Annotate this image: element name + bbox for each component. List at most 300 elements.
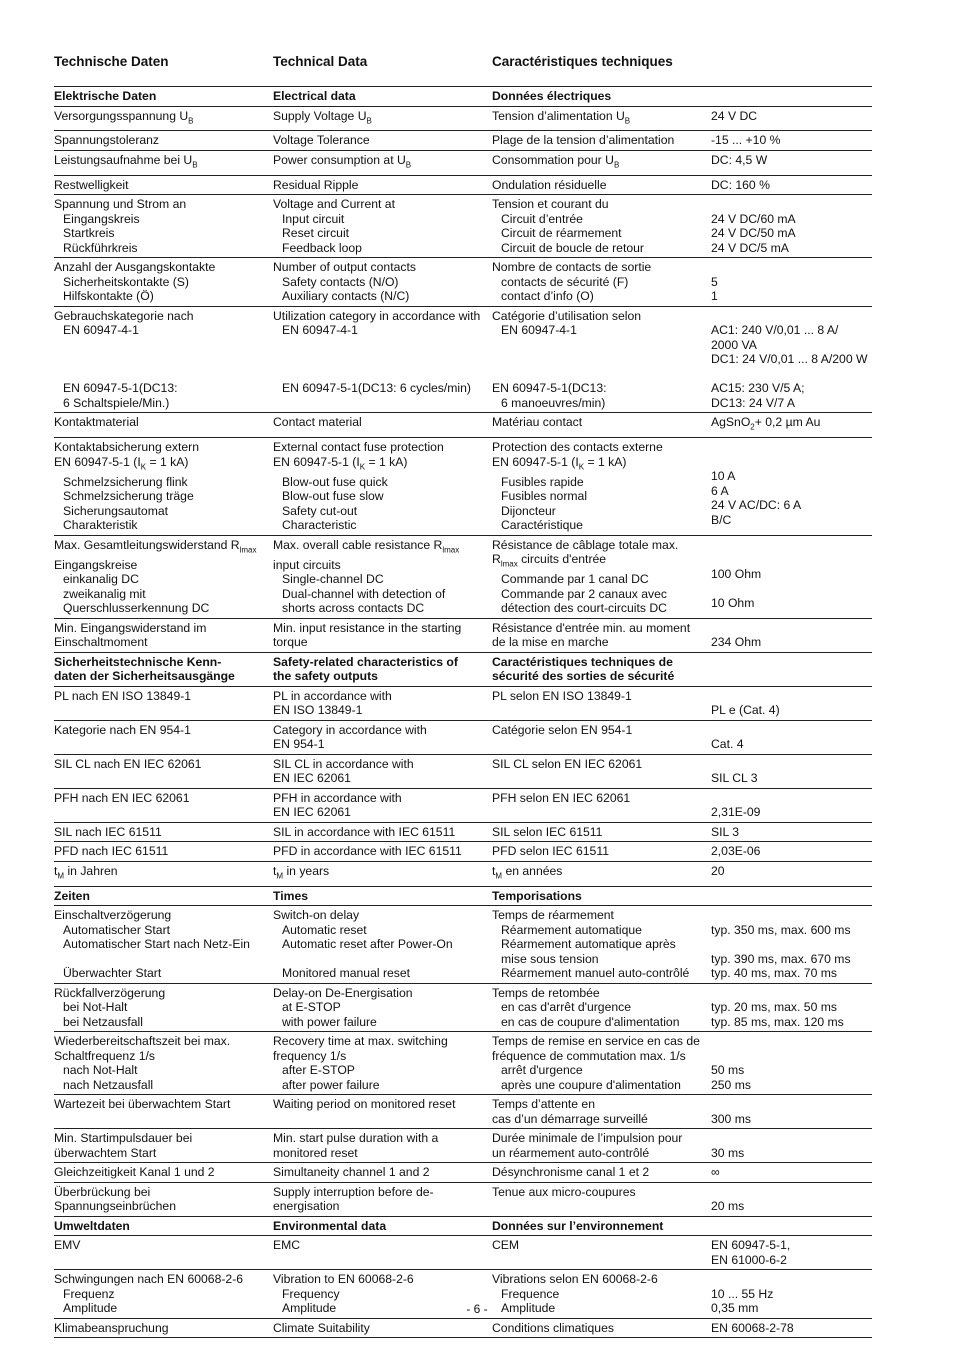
cell-line: überwachtem Start [54,1145,157,1160]
cell-line [711,260,872,275]
cell-line: Max. overall cable resistance $R_{lmax}$ [273,537,460,555]
cell-line: EMV [54,1238,81,1253]
cell-line: sécurité des sorties de sécurité [492,669,675,684]
cell-line: 20 ms [711,1199,745,1214]
cell-line: B/C [711,512,732,527]
cell-english [273,175,492,195]
cell-line: Tension d’alimentation $U_B$ [492,108,631,125]
cell-french [492,754,711,788]
cell-line [711,1272,872,1287]
cell-line: DC: 160 % [711,177,770,192]
cell-french [492,1216,711,1236]
cell-line: Amplitude [282,1301,337,1316]
cell-line: 10 Ohm [711,595,755,610]
cell-line: input circuits [273,557,341,572]
cell-english [273,106,492,131]
cell-line: en cas d'arrêt d'urgence [501,1000,631,1015]
cell-line: Temps de réarmement [492,908,614,923]
cell-line: Sicherheitstechnische Kenn- [54,654,222,669]
cell-line: Supply interruption before de- [273,1184,434,1199]
cell-line [492,338,711,353]
cell-line: Amplitude [501,1301,556,1316]
cell-line [711,581,872,596]
cell-line: Safety-related characteristics of [273,654,458,669]
cell-line: 20 [711,863,725,878]
cell-german [54,822,273,842]
cell-line: Caractéristiques techniques de [492,654,673,669]
cell-value [711,720,872,754]
cell-line: Résistance de câblage totale max. [492,537,679,552]
cell-line: DC1: 24 V/0,01 ... 8 A/200 W [711,352,868,367]
cell-line: PL nach EN ISO 13849-1 [54,688,192,703]
cell-line: Blow-out fuse quick [282,474,388,489]
cell-line: $t_M$ in years [273,863,330,881]
cell-line [54,1112,273,1127]
cell-value [711,535,872,618]
cell-line [54,338,273,353]
cell-line: Überwachter Start [63,966,162,981]
cell-english [273,720,492,754]
cell-line [273,396,492,411]
cell-line: EN 61000-6-2 [711,1252,787,1267]
cell-english [273,886,492,906]
cell-german [54,652,273,686]
section-header-row [54,886,872,906]
column-headers [54,52,872,86]
cell-line: monitored reset [273,1145,358,1160]
cell-line: Voltage and Current at [273,197,395,212]
cell-line [711,1131,872,1146]
cell-line: Startkreis [63,226,115,241]
cell-line [711,1034,872,1049]
cell-line: cas d’un démarrage surveillé [492,1111,648,1126]
cell-line: 0,35 mm [711,1301,759,1316]
cell-german [54,788,273,822]
cell-line: typ. 20 ms, max. 50 ms [711,1000,837,1015]
cell-french [492,906,711,984]
cell-english [273,150,492,175]
cell-value [711,306,872,413]
cell-line: 50 ms [711,1063,745,1078]
cell-german [54,886,273,906]
cell-line: Tension et courant du [492,197,609,212]
cell-line: Tenue aux micro-coupures [492,1184,636,1199]
cell-line: Eingangskreis [63,211,140,226]
cell-value [711,1129,872,1163]
cell-line: bei Not-Halt [63,1000,128,1015]
table-row [54,175,872,195]
cell-line [54,367,273,382]
cell-line: Circuit de réarmement [501,226,622,241]
cell-english [273,1182,492,1216]
cell-value [711,652,872,686]
cell-line [711,655,872,670]
cell-line: contacts de sécurité (F) [501,274,629,289]
cell-line: Category in accordance with [273,722,427,737]
cell-line [711,538,872,553]
table-row [54,1129,872,1163]
cell-line: SIL 3 [711,824,740,839]
cell-line: 30 ms [711,1145,745,1160]
cell-line: 234 Ohm [711,635,762,650]
cell-line: Monitored manual reset [282,966,411,981]
cell-line: Blow-out fuse slow [282,489,384,504]
cell-line [54,952,273,967]
cell-line: Zeiten [54,888,90,903]
cell-line: 2,31E-09 [711,805,761,820]
table-row [54,106,872,131]
cell-german [54,983,273,1032]
cell-line: EN ISO 13849-1 [273,703,363,718]
cell-line: Elektrische Daten [54,89,157,103]
cell-french [492,306,711,413]
cell-line: Reset circuit [282,226,350,241]
cell-french [492,535,711,618]
table-row [54,754,872,788]
cell-line: EN 60947-5-1(DC13: 6 cycles/min) [282,381,471,396]
cell-line [711,197,872,212]
cell-line [54,703,273,718]
cell-line [492,352,711,367]
cell-line: after power failure [282,1077,380,1092]
cell-value [711,438,872,535]
cell-line: Catégorie selon EN 954-1 [492,722,633,737]
cell-english [273,906,492,984]
datasheet-page [54,52,872,1338]
cell-line: 24 V DC/50 mA [711,226,796,241]
cell-line: Réarmement manuel auto-contrôlé [501,966,690,981]
page-number: - 6 - [466,1302,488,1316]
cell-line: Kontaktmaterial [54,415,139,430]
cell-line: Wiederbereitschaftszeit bei max. [54,1034,231,1049]
cell-line: daten der Sicherheitsausgänge [54,669,235,684]
cell-line: Sicherheitskontakte (S) [63,274,189,289]
cell-line: Auxiliary contacts (N/C) [282,289,410,304]
cell-line: 24 V DC [711,108,758,123]
cell-german [54,1216,273,1236]
cell-german [54,1163,273,1183]
cell-line [492,1199,711,1214]
cell-line [492,771,711,786]
cell-line: SIL CL selon EN IEC 62061 [492,756,643,771]
cell-french [492,652,711,686]
header-value [711,52,872,86]
cell-english [273,1163,492,1183]
cell-line [492,805,711,820]
technical-data-table [54,86,872,1338]
cell-line: Single-channel DC [282,572,384,587]
cell-line: Temps d’attente en [492,1097,595,1112]
cell-line: Min. Eingangswiderstand im [54,620,207,635]
cell-line: 10 A [711,469,736,484]
cell-english [273,1095,492,1129]
cell-french [492,438,711,535]
cell-line: AC1: 240 V/0,01 ... 8 A/ [711,323,839,338]
cell-french [492,1129,711,1163]
section-header-row [54,87,872,107]
cell-line: Min. start pulse duration with a [273,1131,439,1146]
cell-line: SIL selon IEC 61511 [492,824,603,839]
cell-line: with power failure [282,1014,377,1029]
cell-english [273,1032,492,1095]
cell-line [711,1097,872,1112]
cell-german [54,306,273,413]
cell-line: Versorgungsspannung $U_B$ [54,108,194,125]
cell-line: Safety contacts (N/O) [282,274,399,289]
cell-value [711,1032,872,1095]
cell-line: frequency 1/s [273,1048,347,1063]
cell-line: PFD in accordance with IEC 61511 [273,844,462,859]
cell-value [711,983,872,1032]
cell-line: Voltage Tolerance [273,133,370,148]
cell-line: DC: 4,5 W [711,152,768,167]
cell-line: -15 ... +10 % [711,133,781,148]
cell-line: EN IEC 62061 [273,771,351,786]
cell-line: 24 V DC/5 mA [711,240,789,255]
cell-english [273,822,492,842]
cell-line [711,552,872,567]
cell-line: Temps de retombée [492,985,600,1000]
table-row [54,618,872,652]
cell-value [711,413,872,438]
cell-line: Gleichzeitigkeit Kanal 1 und 2 [54,1165,215,1180]
cell-value [711,1163,872,1183]
cell-value [711,822,872,842]
cell-german [54,686,273,720]
cell-english [273,983,492,1032]
cell-line: Climate Suitability [273,1320,370,1335]
section-header-row [54,1216,872,1236]
cell-line: SIL nach IEC 61511 [54,824,162,839]
cell-german [54,1129,273,1163]
cell-line: Electrical data [273,89,356,103]
cell-line: Schmelzsicherung flink [63,474,188,489]
cell-english [273,1318,492,1338]
cell-value [711,886,872,906]
cell-line: Ondulation résiduelle [492,177,607,192]
cell-line: 2,03E-06 [711,844,761,859]
cell-line: EN IEC 62061 [273,805,351,820]
cell-line: Spannungseinbrüchen [54,1199,176,1214]
cell-line: Consommation pour $U_B$ [492,152,620,170]
table-row [54,1236,872,1270]
cell-line: 300 ms [711,1111,751,1126]
cell-line: Supply Voltage $U_B$ [273,108,372,125]
cell-english [273,195,492,258]
table-row [54,720,872,754]
cell-line [711,440,872,455]
cell-german [54,1236,273,1270]
cell-line [273,1112,492,1127]
cell-line: typ. 85 ms, max. 120 ms [711,1014,844,1029]
cell-german [54,535,273,618]
cell-line: EN 60947-5-1 ($I_K = 1$ kA) [54,454,189,472]
cell-french [492,720,711,754]
cell-value [711,754,872,788]
cell-german [54,906,273,984]
cell-line: SIL CL 3 [711,771,758,786]
cell-french [492,150,711,175]
cell-line: Conditions climatiques [492,1320,614,1335]
cell-line: typ. 390 ms, max. 670 ms [711,951,851,966]
cell-line: Automatic reset [282,922,367,937]
cell-line: CEM [492,1238,520,1253]
cell-line [711,455,872,470]
table-row [54,131,872,151]
cell-value [711,195,872,258]
cell-line: Switch-on delay [273,908,360,923]
cell-line: Frequenz [63,1286,115,1301]
cell-line: Gebrauchskategorie nach [54,308,194,323]
cell-line [54,1253,273,1268]
cell-french [492,195,711,258]
cell-line: Matériau contact [492,415,583,430]
cell-line: Feedback loop [282,240,362,255]
cell-line: Residual Ripple [273,177,359,192]
cell-line: détection des court-circuits DC [501,601,667,616]
cell-value [711,618,872,652]
cell-line [711,1219,872,1234]
cell-line: EN 60068-2-78 [711,1320,794,1335]
cell-english [273,306,492,413]
cell-line [273,352,492,367]
cell-value [711,1182,872,1216]
cell-line: Characteristic [282,518,357,533]
cell-line: Automatischer Start [63,922,171,937]
cell-line [273,367,492,382]
cell-value [711,106,872,131]
cell-line: SIL in accordance with IEC 61511 [273,824,456,839]
cell-line: Dijoncteur [501,503,556,518]
cell-line: ∞ [711,1165,720,1180]
cell-line: Einschaltmoment [54,635,148,650]
cell-line: Circuit de boucle de retour [501,240,644,255]
cell-line: Données sur l’environnement [492,1218,664,1233]
cell-french [492,1236,711,1270]
cell-line: EN 60947-4-1 [282,323,358,338]
cell-line [711,937,872,952]
cell-line: arrêt d'urgence [501,1063,583,1078]
cell-line [54,771,273,786]
cell-line: Amplitude [63,1301,118,1316]
cell-line: Kategorie nach EN 954-1 [54,722,191,737]
table-row [54,438,872,535]
cell-line: Wartezeit bei überwachtem Start [54,1097,231,1112]
cell-french [492,131,711,151]
cell-line [711,908,872,923]
cell-french [492,788,711,822]
cell-line: Min. Startimpulsdauer bei [54,1131,193,1146]
cell-line: AgSnO$_2$+ 0,2 µm Au [711,415,821,432]
cell-line: Einschaltverzögerung [54,908,172,923]
cell-line: Cat. 4 [711,737,744,752]
cell-line: Vibrations selon EN 60068-2-6 [492,1272,658,1287]
cell-line: SIL CL in accordance with [273,756,414,771]
cell-french [492,886,711,906]
cell-line [711,309,872,324]
cell-line: zweikanalig mit [63,586,146,601]
cell-value [711,861,872,886]
cell-line: Fusibles rapide [501,474,584,489]
cell-line: nach Not-Halt [63,1063,138,1078]
cell-value [711,175,872,195]
cell-line: Fusibles normal [501,489,588,504]
cell-value [711,1318,872,1338]
table-row [54,195,872,258]
cell-line: einkanalig DC [63,572,139,587]
cell-english [273,686,492,720]
table-row [54,1032,872,1095]
cell-value [711,906,872,984]
cell-german [54,1095,273,1129]
cell-french [492,686,711,720]
cell-german [54,1032,273,1095]
cell-line: Umweltdaten [54,1218,130,1233]
cell-line [273,952,492,967]
cell-line: Automatic reset after Power-On [282,937,453,952]
cell-line: en cas de coupure d'alimentation [501,1014,680,1029]
cell-line: Number of output contacts [273,260,416,275]
cell-line: Simultaneity channel 1 and 2 [273,1165,430,1180]
cell-line: Klimabeanspruchung [54,1320,169,1335]
cell-line [54,737,273,752]
cell-french [492,983,711,1032]
cell-line: Commande par 1 canal DC [501,572,649,587]
cell-french [492,822,711,842]
cell-line: Automatischer Start nach Netz-Ein [63,937,250,952]
table-row [54,535,872,618]
cell-line: Max. Gesamtleitungswiderstand $R_{lmax}$ [54,537,257,555]
cell-line: bei Netzausfall [63,1014,143,1029]
cell-line: 2000 VA [711,337,757,352]
cell-german [54,131,273,151]
cell-line: EN 60947-5-1, [711,1238,791,1253]
cell-value [711,842,872,862]
cell-line: Spannung und Strom an [54,197,187,212]
cell-line: at E-STOP [282,1000,341,1015]
table-row [54,983,872,1032]
cell-line: de la mise en marche [492,635,609,650]
cell-line: Restwelligkeit [54,177,129,192]
cell-english [273,1216,492,1236]
cell-german [54,438,273,535]
cell-line: EN 60947-5-1 ($I_K = 1$ kA) [492,454,627,472]
cell-line: EN 60947-4-1 [63,323,139,338]
cell-line [711,723,872,738]
cell-line: EN 60947-5-1(DC13: [63,381,178,396]
cell-line [711,89,872,104]
table-row [54,686,872,720]
cell-value [711,788,872,822]
cell-value [711,150,872,175]
cell-line: Durée minimale de l’impulsion pour [492,1131,683,1146]
cell-line: Réarmement automatique après [501,937,676,952]
cell-line: Réarmement automatique [501,922,642,937]
cell-line: External contact fuse protection [273,440,444,455]
cell-english [273,131,492,151]
cell-line: PFD selon IEC 61511 [492,844,609,859]
cell-line: Sicherungsautomat [63,503,169,518]
cell-line: Frequence [501,1286,560,1301]
cell-value [711,258,872,307]
cell-line [492,1253,711,1268]
table-row [54,1318,872,1338]
cell-line: Protection des contacts externe [492,440,663,455]
cell-line: Querschlusserkennung DC [63,601,210,616]
cell-line [54,352,273,367]
cell-line: Vibration to EN 60068-2-6 [273,1272,414,1287]
table-row [54,1163,872,1183]
